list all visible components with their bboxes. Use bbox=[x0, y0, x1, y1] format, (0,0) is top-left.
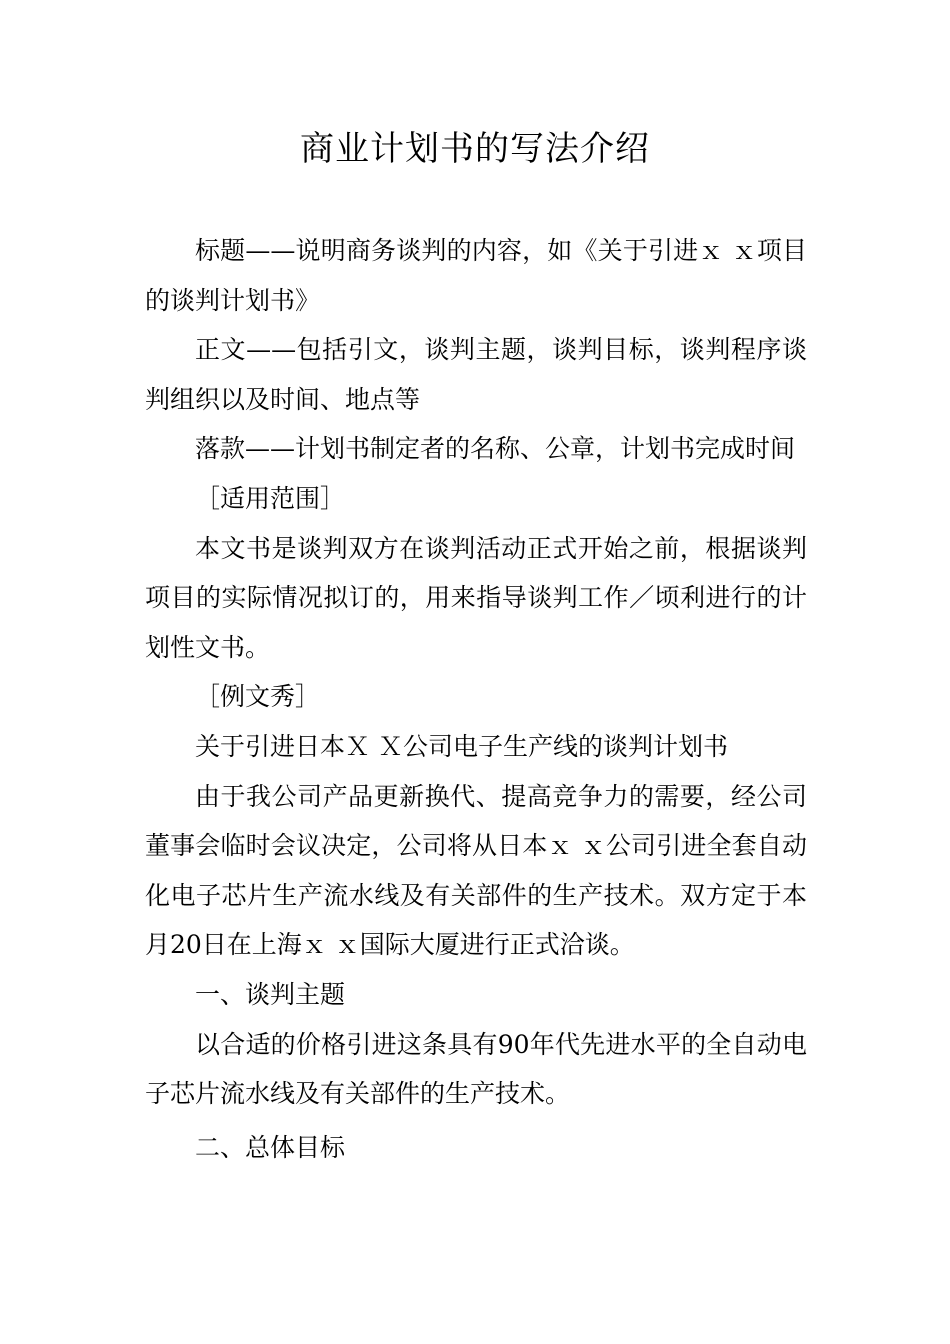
paragraph-title-definition: 标题——说明商务谈判的内容，如《关于引进ｘ ｘ项目的谈判计划书》 bbox=[145, 236, 807, 315]
paragraph-topic: 以合适的价格引进这条具有90年代先进水平的全自动电子芯片流水线及有关部件的生产技术。 bbox=[145, 1029, 807, 1109]
paragraph-scope: 本文书是谈判双方在谈判活动正式开始之前，根据谈判项目的实际情况拟订的，用来指导谈判工作／顷利进行的计划性文书。 bbox=[145, 533, 807, 662]
example-title: 关于引进日本Ｘ Ｘ公司电子生产线的谈判计划书 bbox=[195, 731, 728, 761]
section-heading-goal: 二、总体目标 bbox=[195, 1132, 346, 1162]
paragraph-signature-definition: 落款——计划书制定者的名称、公章，计划书完成时间 bbox=[195, 434, 796, 464]
section-heading-example: ［例文秀］ bbox=[195, 682, 321, 712]
section-heading-scope: ［适用范围］ bbox=[195, 483, 346, 513]
paragraph-example-intro: 由于我公司产品更新换代、提高竞争力的需要，经公司董事会临时会议决定，公司将从日本ｘ ｘ公司引进全套自动化电子芯片生产流水线及有关部件的生产技术。双方定于本月20日在上海ｘ ｘ国际大厦进行正式洽谈。 bbox=[145, 781, 807, 960]
document-title: 商业计划书的写法介绍 bbox=[300, 129, 650, 169]
paragraph-body-definition: 正文——包括引文，谈判主题，谈判目标，谈判程序谈判组织以及时间、地点等 bbox=[145, 335, 807, 414]
document-body bbox=[145, 226, 807, 1172]
section-heading-topic: 一、谈判主题 bbox=[195, 979, 346, 1009]
